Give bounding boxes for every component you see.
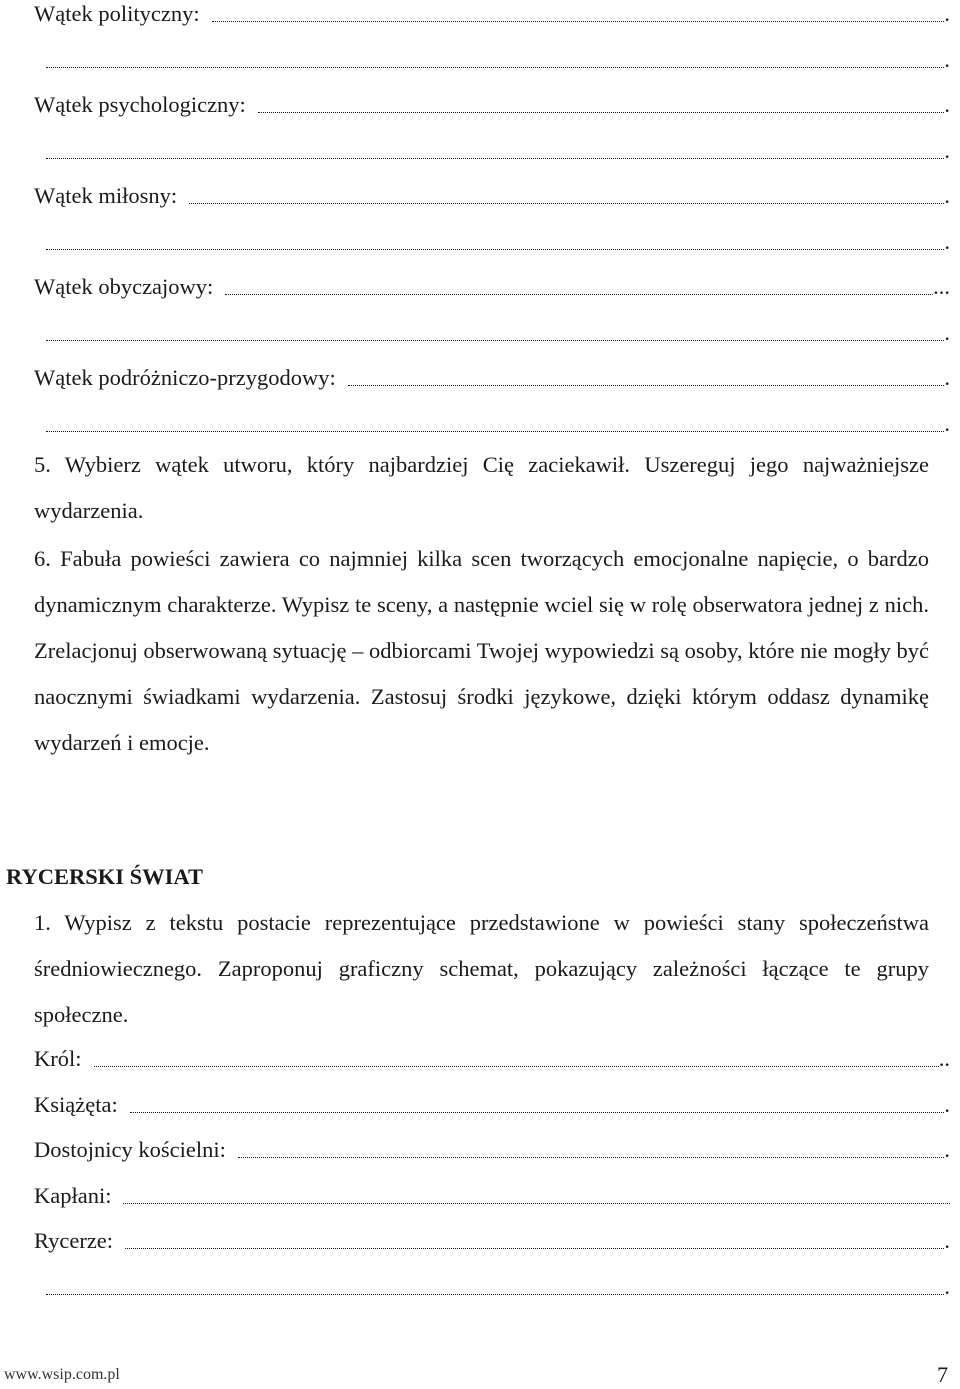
estate-label: Książęta: (34, 1092, 118, 1117)
line-end: . (944, 1, 950, 26)
task-5: 5. Wybierz wątek utworu, który najbardziej Cię zaciekawił. Uszereguj jego najważniejsze wydarzenia. (34, 452, 929, 523)
thread-customs-row (34, 273, 950, 301)
estate-dukes-row (34, 1091, 950, 1119)
task-1: 1. Wypisz z tekstu postacie reprezentujące przedstawione w powieści stany społeczeństwa średniowiecznego. Zaproponuj graficzny schemat, pokazujący zależności łączące te grupy społeczne. (34, 910, 929, 1027)
line-end: . (944, 92, 950, 117)
line-end: . (944, 1137, 950, 1162)
line-end: . (944, 183, 950, 208)
thread-psychological-row (34, 91, 950, 119)
estate-label: Dostojnicy kościelni: (34, 1137, 226, 1162)
thread-label: Wątek polityczny: (34, 1, 200, 26)
answer-line[interactable]: . (34, 410, 950, 438)
estate-label: Król: (34, 1046, 82, 1071)
thread-love-row (34, 182, 950, 210)
estate-knights-row (34, 1227, 950, 1255)
thread-adventure-row (34, 364, 950, 392)
thread-political-row (34, 0, 950, 28)
answer-line[interactable]: . (34, 1273, 950, 1301)
line-end: . (944, 1228, 950, 1253)
thread-label: Wątek psychologiczny: (34, 92, 246, 117)
thread-label: Wątek obyczajowy: (34, 274, 214, 299)
line-end: . (944, 1092, 950, 1117)
line-end: ... (933, 274, 950, 299)
page-number: 7 (937, 1362, 948, 1387)
estate-label: Rycerze: (34, 1228, 114, 1253)
section-heading: RYCERSKI ŚWIAT (6, 864, 203, 889)
footer-url: www.wsip.com.pl (4, 1366, 120, 1383)
thread-label: Wątek miłosny: (34, 183, 178, 208)
estate-dignitaries-row (34, 1136, 950, 1164)
answer-line[interactable]: . (34, 228, 950, 256)
thread-label: Wątek podróżniczo-przygodowy: (34, 365, 336, 390)
answer-line[interactable]: . (34, 137, 950, 165)
answer-line[interactable]: . (34, 319, 950, 347)
line-end: . (944, 365, 950, 390)
estate-label: Kapłani: (34, 1183, 112, 1208)
answer-line[interactable]: . (34, 46, 950, 74)
estate-priests-row (34, 1182, 950, 1210)
estate-king-row (34, 1045, 950, 1073)
task-6: 6. Fabuła powieści zawiera co najmniej kilka scen tworzących emocjonalne napięcie, o bardzo dynamicznym charakterze. Wypisz te sceny, a następnie wciel się w rolę obserwatora jednej z nich. Zrelacjonuj obserwowaną sytuację – odbiorcami Twojej wypowiedzi są osoby, które nie mogły być naocznymi świadkami wydarzenia. Zastosuj środki językowe, dzięki którym oddasz dynamikę wydarzeń i emocje. (34, 546, 929, 755)
line-end: .. (938, 1046, 950, 1071)
